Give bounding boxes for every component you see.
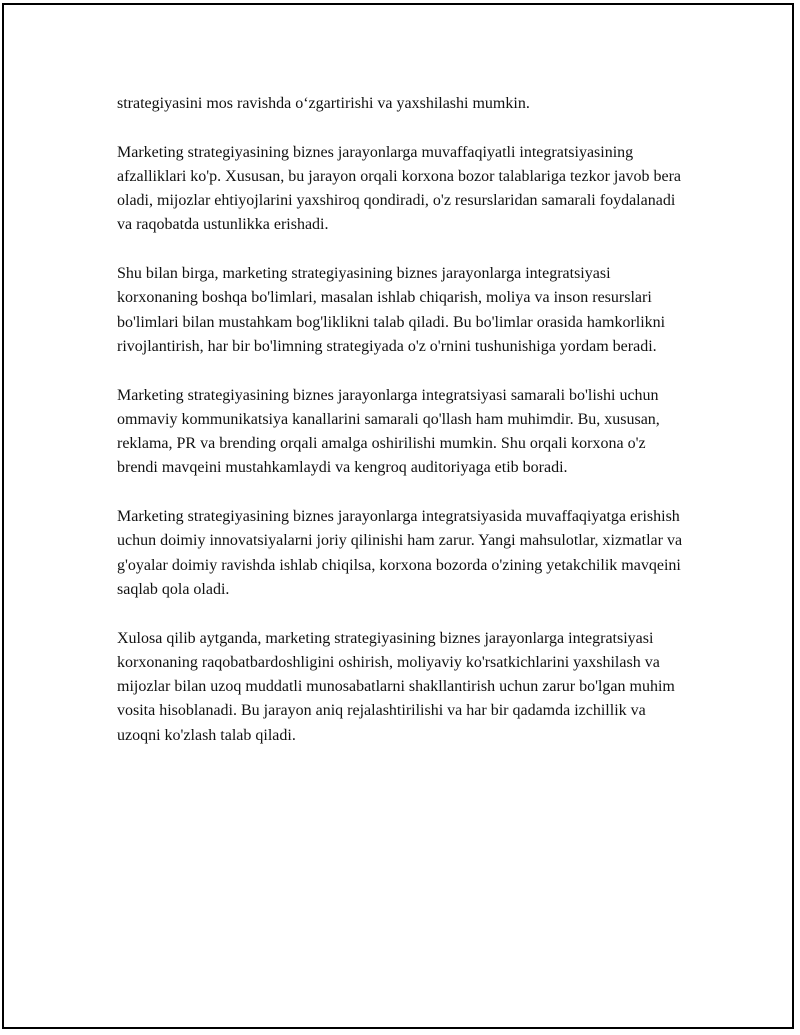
paragraph-5: Marketing strategiyasining biznes jarayonlarga integratsiyasida muvaffaqiyatga erishish uchun doimiy innovatsiyalarni joriy qilinishi ham zarur. Yangi mahsulotlar, xizmatlar va g'oyalar doimiy ravishda ishlab chiqilsa, korxona bozorda o'zining yetakchilik mavqeini saqlab qola oladi. xyxy=(117,508,683,598)
paragraph-2: Marketing strategiyasining biznes jarayonlarga muvaffaqiyatli integratsiyasining afzalliklari ko'p. Xususan, bu jarayon orqali korxona bozor talablariga tezkor javob bera oladi, mijozlar ehtiyojlarini yaxshiroq qondiradi, o'z resurslaridan samarali foydalanadi va raqobatda ustunlikka erishadi. xyxy=(117,143,682,234)
paragraph-4: Marketing strategiyasining biznes jarayonlarga integratsiyasi samarali bo'lishi uchun ommaviy kommunikatsiya kanallarini samarali qo'llash ham muhimdir. Bu, xususan, reklama, PR va brending orqali amalga oshirilishi mumkin. Shu orqali korxona o'z brendi mavqeini mustahkamlaydi va kengroq auditoriyaga etib boradi. xyxy=(117,386,660,477)
document-body xyxy=(117,92,689,772)
paragraph-6: Xulosa qilib aytganda, marketing strategiyasining biznes jarayonlarga integratsiyasi korxonaning raqobatbardoshligini oshirish, moliyaviy ko'rsatkichlarini yaxshilash va mijozlar bilan uzoq muddatli munosabatlarni shakllantirish uchun zarur bo'lgan muhim vosita hisoblanadi. Bu jarayon aniq rejalashtirilishi va har bir qadamda izchillik va uzoqni ko'zlash talab qiladi. xyxy=(117,629,675,744)
paragraph-3: Shu bilan birga, marketing strategiyasining biznes jarayonlarga integratsiyasi korxonaning boshqa bo'limlari, masalan ishlab chiqarish, moliya va inson resurslari bo'limlari bilan mustahkam bog'liklikni talab qiladi. Bu bo'limlar orasida hamkorlikni rivojlantirish, har bir bo'limning strategiyada o'z o'rnini tushunishiga yordam beradi. xyxy=(117,265,666,355)
paragraph-1: strategiyasini mos ravishda oʻzgartirishi va yaxshilashi mumkin. xyxy=(117,95,530,112)
